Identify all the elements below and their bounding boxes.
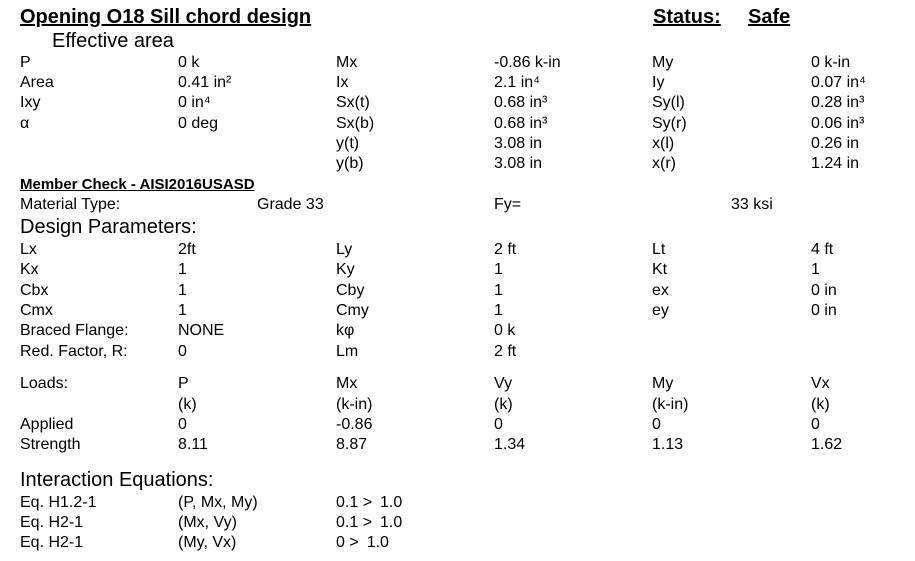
- loads-cell: Vx: [811, 375, 830, 392]
- equation-ratio-value: 0.1 >: [336, 514, 373, 531]
- effective-area-cell: 0.41 in²: [178, 74, 232, 91]
- effective-area-cell: Sy(r): [652, 115, 687, 132]
- design-parameter-cell: Kx: [20, 261, 39, 278]
- design-parameter-cell: 0 k: [494, 322, 516, 339]
- loads-cell: 0: [652, 416, 661, 433]
- effective-area-cell: Sx(t): [336, 94, 370, 111]
- design-parameter-cell: 0: [178, 343, 187, 360]
- loads-cell: My: [652, 375, 674, 392]
- design-parameter-cell: Lx: [20, 241, 37, 258]
- effective-area-cell: Area: [20, 74, 54, 91]
- design-parameter-cell: 1: [811, 261, 820, 278]
- effective-area-cell: Mx: [336, 54, 358, 71]
- effective-area-heading: Effective area: [52, 30, 174, 52]
- effective-area-cell: 2.1 in⁴: [494, 74, 541, 91]
- design-parameter-cell: 1: [178, 261, 187, 278]
- effective-area-cell: My: [652, 54, 674, 71]
- status-label: Status:: [653, 6, 721, 28]
- design-parameter-cell: 1: [494, 302, 503, 319]
- equation-ratio: [336, 513, 402, 533]
- effective-area-cell: P: [20, 54, 31, 71]
- equation-variables: (My, Vx): [178, 534, 237, 551]
- design-parameter-cell: 2ft: [178, 241, 196, 258]
- effective-area-cell: x(l): [652, 135, 675, 152]
- equation-ratio-value: 0 >: [336, 534, 359, 551]
- effective-area-cell: 0 k-in: [811, 54, 851, 71]
- effective-area-cell: -0.86 k-in: [494, 54, 561, 71]
- design-parameter-cell: Cmx: [20, 302, 53, 319]
- design-parameter-cell: Red. Factor, R:: [20, 343, 128, 360]
- effective-area-cell: Ixy: [20, 94, 41, 111]
- equation-name: Eq. H1.2-1: [20, 494, 97, 511]
- loads-cell: (k): [494, 396, 513, 413]
- design-parameter-cell: Ly: [336, 241, 353, 258]
- effective-area-cell: y(b): [336, 155, 364, 172]
- loads-cell: 1.34: [494, 436, 526, 453]
- page-title: Opening O18 Sill chord design: [20, 6, 312, 28]
- effective-area-cell: Iy: [652, 74, 665, 91]
- equation-limit-value: 1.0: [366, 534, 389, 551]
- effective-area-cell: x(r): [652, 155, 676, 172]
- loads-cell: Applied: [20, 416, 74, 433]
- loads-cell: -0.86: [336, 416, 373, 433]
- design-parameter-cell: Cby: [336, 282, 365, 299]
- loads-cell: (k-in): [336, 396, 373, 413]
- loads-cell: 1.62: [811, 436, 843, 453]
- effective-area-cell: 0.28 in³: [811, 94, 865, 111]
- design-parameter-cell: Cmy: [336, 302, 369, 319]
- effective-area-cell: 0.68 in³: [494, 115, 548, 132]
- effective-area-cell: 3.08 in: [494, 135, 543, 152]
- equation-ratio: [336, 533, 389, 553]
- effective-area-cell: Ix: [336, 74, 349, 91]
- design-parameter-cell: 1: [494, 261, 503, 278]
- design-parameter-cell: kφ: [336, 322, 355, 339]
- loads-cell: (k): [811, 396, 830, 413]
- equation-ratio: [336, 493, 402, 513]
- effective-area-cell: 0 k: [178, 54, 200, 71]
- loads-cell: Mx: [336, 375, 358, 392]
- effective-area-cell: Sx(b): [336, 115, 375, 132]
- equation-name: Eq. H2-1: [20, 534, 84, 551]
- loads-cell: 8.11: [178, 436, 208, 453]
- loads-cell: (k-in): [652, 396, 689, 413]
- design-parameter-cell: Braced Flange:: [20, 322, 129, 339]
- design-parameter-cell: Kt: [652, 261, 668, 278]
- loads-cell: 8.87: [336, 436, 368, 453]
- design-parameter-cell: 1: [494, 282, 503, 299]
- loads-cell: Loads:: [20, 375, 69, 392]
- effective-area-cell: 3.08 in: [494, 155, 543, 172]
- effective-area-cell: 0.68 in³: [494, 94, 548, 111]
- material-type-label: Material Type:: [20, 196, 121, 213]
- loads-cell: Vy: [494, 375, 513, 392]
- equation-name: Eq. H2-1: [20, 514, 84, 531]
- design-parameters-heading: Design Parameters:: [20, 216, 197, 238]
- design-parameter-cell: 2 ft: [494, 343, 517, 360]
- design-parameter-cell: 4 ft: [811, 241, 834, 258]
- equation-variables: (Mx, Vy): [178, 514, 237, 531]
- member-check-heading: Member Check - AISI2016USASD: [20, 176, 255, 193]
- loads-cell: 0: [178, 416, 187, 433]
- loads-cell: Strength: [20, 436, 81, 453]
- material-type-value: Grade 33: [257, 196, 324, 213]
- design-parameter-cell: 2 ft: [494, 241, 517, 258]
- effective-area-cell: 1.24 in: [811, 155, 860, 172]
- loads-cell: P: [178, 375, 189, 392]
- design-parameter-cell: 1: [178, 282, 187, 299]
- loads-cell: 0: [494, 416, 503, 433]
- design-parameter-cell: NONE: [178, 322, 225, 339]
- effective-area-cell: 0.07 in⁴: [811, 74, 866, 91]
- design-parameter-cell: 0 in: [811, 282, 837, 299]
- design-parameter-cell: Ky: [336, 261, 355, 278]
- effective-area-cell: 0 in⁴: [178, 94, 211, 111]
- effective-area-cell: α: [20, 115, 30, 132]
- equation-limit-value: 1.0: [380, 514, 403, 531]
- effective-area-cell: 0 deg: [178, 115, 219, 132]
- effective-area-cell: 0.26 in: [811, 135, 860, 152]
- design-parameter-cell: Lt: [652, 241, 666, 258]
- design-parameter-cell: 1: [178, 302, 187, 319]
- design-parameter-cell: 0 in: [811, 302, 837, 319]
- loads-cell: 1.13: [652, 436, 684, 453]
- loads-cell: 0: [811, 416, 820, 433]
- design-parameter-cell: ey: [652, 302, 669, 319]
- effective-area-cell: 0.06 in³: [811, 115, 865, 132]
- design-parameter-cell: Lm: [336, 343, 359, 360]
- equation-limit-value: 1.0: [380, 494, 403, 511]
- fy-label: Fy=: [494, 196, 522, 213]
- equation-variables: (P, Mx, My): [178, 494, 258, 511]
- loads-cell: (k): [178, 396, 197, 413]
- interaction-equations-heading: Interaction Equations:: [20, 469, 214, 491]
- status-value: Safe: [748, 6, 791, 28]
- design-parameter-cell: ex: [652, 282, 669, 299]
- design-parameter-cell: Cbx: [20, 282, 49, 299]
- effective-area-cell: y(t): [336, 135, 360, 152]
- equation-ratio-value: 0.1 >: [336, 494, 373, 511]
- fy-value: 33 ksi: [731, 196, 773, 213]
- effective-area-cell: Sy(l): [652, 94, 685, 111]
